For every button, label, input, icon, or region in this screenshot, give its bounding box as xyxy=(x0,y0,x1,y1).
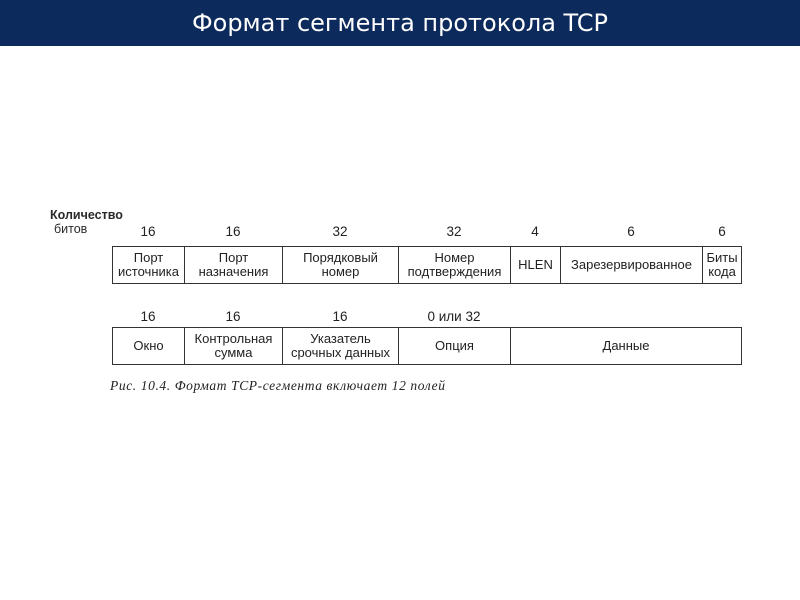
bits-option: 0 или 32 xyxy=(427,309,481,324)
bits-caption-line2: битов xyxy=(54,222,88,236)
field-label: Данные xyxy=(602,338,650,353)
field-urgent-pointer xyxy=(283,328,399,364)
bits-window: 16 xyxy=(140,309,156,324)
field-label: Порядковый номер xyxy=(303,250,378,279)
field-source-port xyxy=(113,247,185,283)
field-label: Порт источника xyxy=(118,250,179,279)
bits-urgent-pointer: 16 xyxy=(332,309,348,324)
field-window xyxy=(113,328,185,364)
field-label: Контрольная сумма xyxy=(194,331,273,360)
field-sequence-number xyxy=(283,247,399,283)
segment-row-2 xyxy=(112,327,742,365)
field-label: Указатель срочных данных xyxy=(290,331,391,360)
field-code-bits xyxy=(703,247,741,283)
bits-source-port: 16 xyxy=(140,224,156,239)
field-label: Опция xyxy=(435,338,474,353)
field-label: Окно xyxy=(133,338,164,353)
bits-ack-number: 32 xyxy=(446,224,462,239)
field-hlen xyxy=(511,247,561,283)
field-label: Порт назначения xyxy=(198,250,269,279)
field-label: Биты кода xyxy=(706,250,738,279)
field-ack-number xyxy=(399,247,511,283)
bits-code-bits: 6 xyxy=(718,224,726,239)
field-data xyxy=(511,328,741,364)
field-reserved xyxy=(561,247,703,283)
bits-sequence-number: 32 xyxy=(332,224,348,239)
bits-caption-line1: Количество xyxy=(50,208,123,222)
slide-title: Формат сегмента протокола TCP xyxy=(191,9,609,37)
figure-caption: Рис. 10.4. Формат TCP-сегмента включает 12 полей xyxy=(110,378,446,393)
field-dest-port xyxy=(185,247,283,283)
field-checksum xyxy=(185,328,283,364)
bits-hlen: 4 xyxy=(531,224,539,239)
field-label: HLEN xyxy=(518,257,553,272)
field-label: Зарезервированное xyxy=(571,257,692,272)
segment-row-1 xyxy=(112,246,742,284)
field-label: Номер подтверждения xyxy=(407,250,502,279)
title-bar xyxy=(0,0,800,46)
bits-dest-port: 16 xyxy=(225,224,241,239)
field-option xyxy=(399,328,511,364)
bits-reserved: 6 xyxy=(627,224,635,239)
bits-checksum: 16 xyxy=(225,309,241,324)
